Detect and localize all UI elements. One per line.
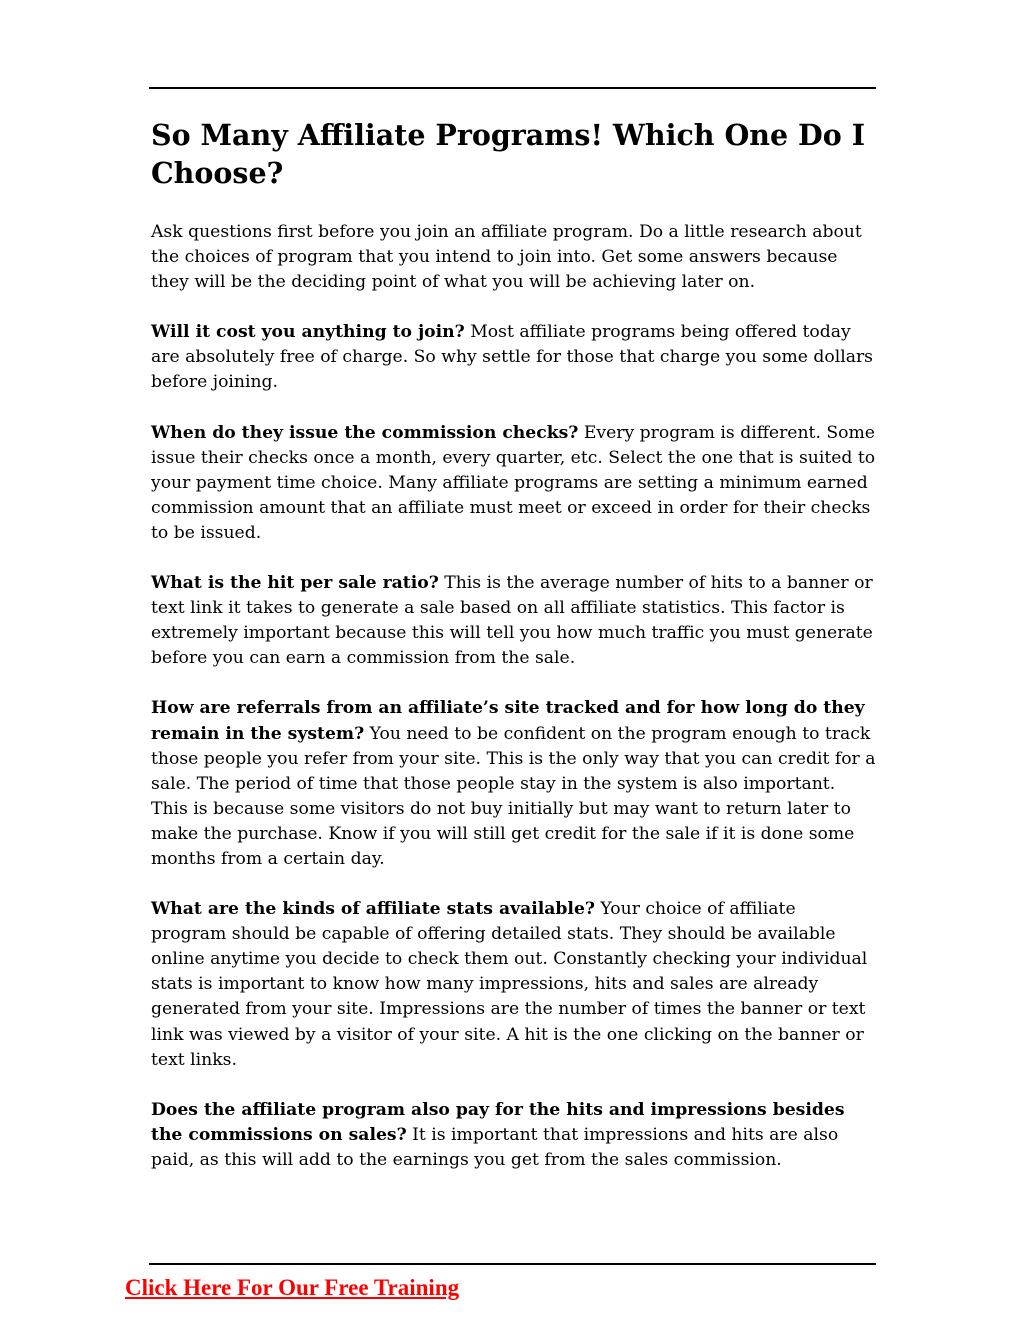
section-hits-impressions (151, 1098, 876, 1173)
section-question: What are the kinds of affiliate stats available? (151, 899, 595, 920)
section-answer: Every program is different. Some issue their checks once a month, every quarter, etc. Select the one that is suited to your payment time choice. Many affiliate programs are setting a minimum earned commission amount that an affiliate must meet or exceed in order for their checks to be issued. (151, 422, 876, 543)
section-question: How are referrals from an affiliate’s site tracked and for how long do they remain in the system? (151, 698, 865, 744)
top-divider (149, 87, 876, 89)
article-title: So Many Affiliate Programs! Which One Do I Choose? (151, 118, 866, 190)
section-question: Does the affiliate program also pay for the hits and impressions besides the commissions on sales? (151, 1099, 845, 1145)
section-answer: It is important that impressions and hits are also paid, as this will add to the earnings you get from the sales commission. (151, 1124, 839, 1170)
section-referral-tracking (151, 696, 876, 872)
section-question: What is the hit per sale ratio? (151, 573, 439, 594)
section-answer: Most affiliate programs being offered today are absolutely free of charge. So why settle for those that charge you some dollars before joining. (151, 322, 874, 393)
section-answer: Your choice of affiliate program should be capable of offering detailed stats. They should be available online anytime you decide to check them out. Constantly checking your individual stats is important to know how many impressions, hits and sales are already generated from your site. Impressions are the number of times the banner or text link was viewed by a visitor of your site. A hit is the one clicking on the banner or text links. (151, 899, 868, 1070)
intro-paragraph: Ask questions first before you join an affiliate program. Do a little research about the choices of program that you intend to join into. Get some answers because they will be the deciding point of what you will be achieving later on. (151, 222, 862, 293)
free-training-link[interactable]: Click Here For Our Free Training (125, 1275, 460, 1300)
section-commission-checks (151, 421, 876, 546)
section-cost (151, 320, 876, 395)
section-hit-per-sale (151, 571, 876, 671)
section-question: When do they issue the commission checks? (151, 422, 579, 443)
section-question: Will it cost you anything to join? (151, 322, 465, 343)
section-answer: This is the average number of hits to a banner or text link it takes to generate a sale based on all affiliate statistics. This factor is extremely important because this will tell you how much traffic you must generate before you can earn a commission from the sale. (151, 573, 873, 669)
article (151, 116, 876, 1198)
bottom-divider (149, 1263, 876, 1265)
section-answer: You need to be confident on the program enough to track those people you refer from your site. This is the only way that you can credit for a sale. The period of time that those people stay in the system is also important. This is because some visitors do not buy initially but may want to return later to make the purchase. Know if you will still get credit for the sale if it is done some months from a certain day. (151, 723, 876, 869)
section-affiliate-stats (151, 897, 876, 1073)
